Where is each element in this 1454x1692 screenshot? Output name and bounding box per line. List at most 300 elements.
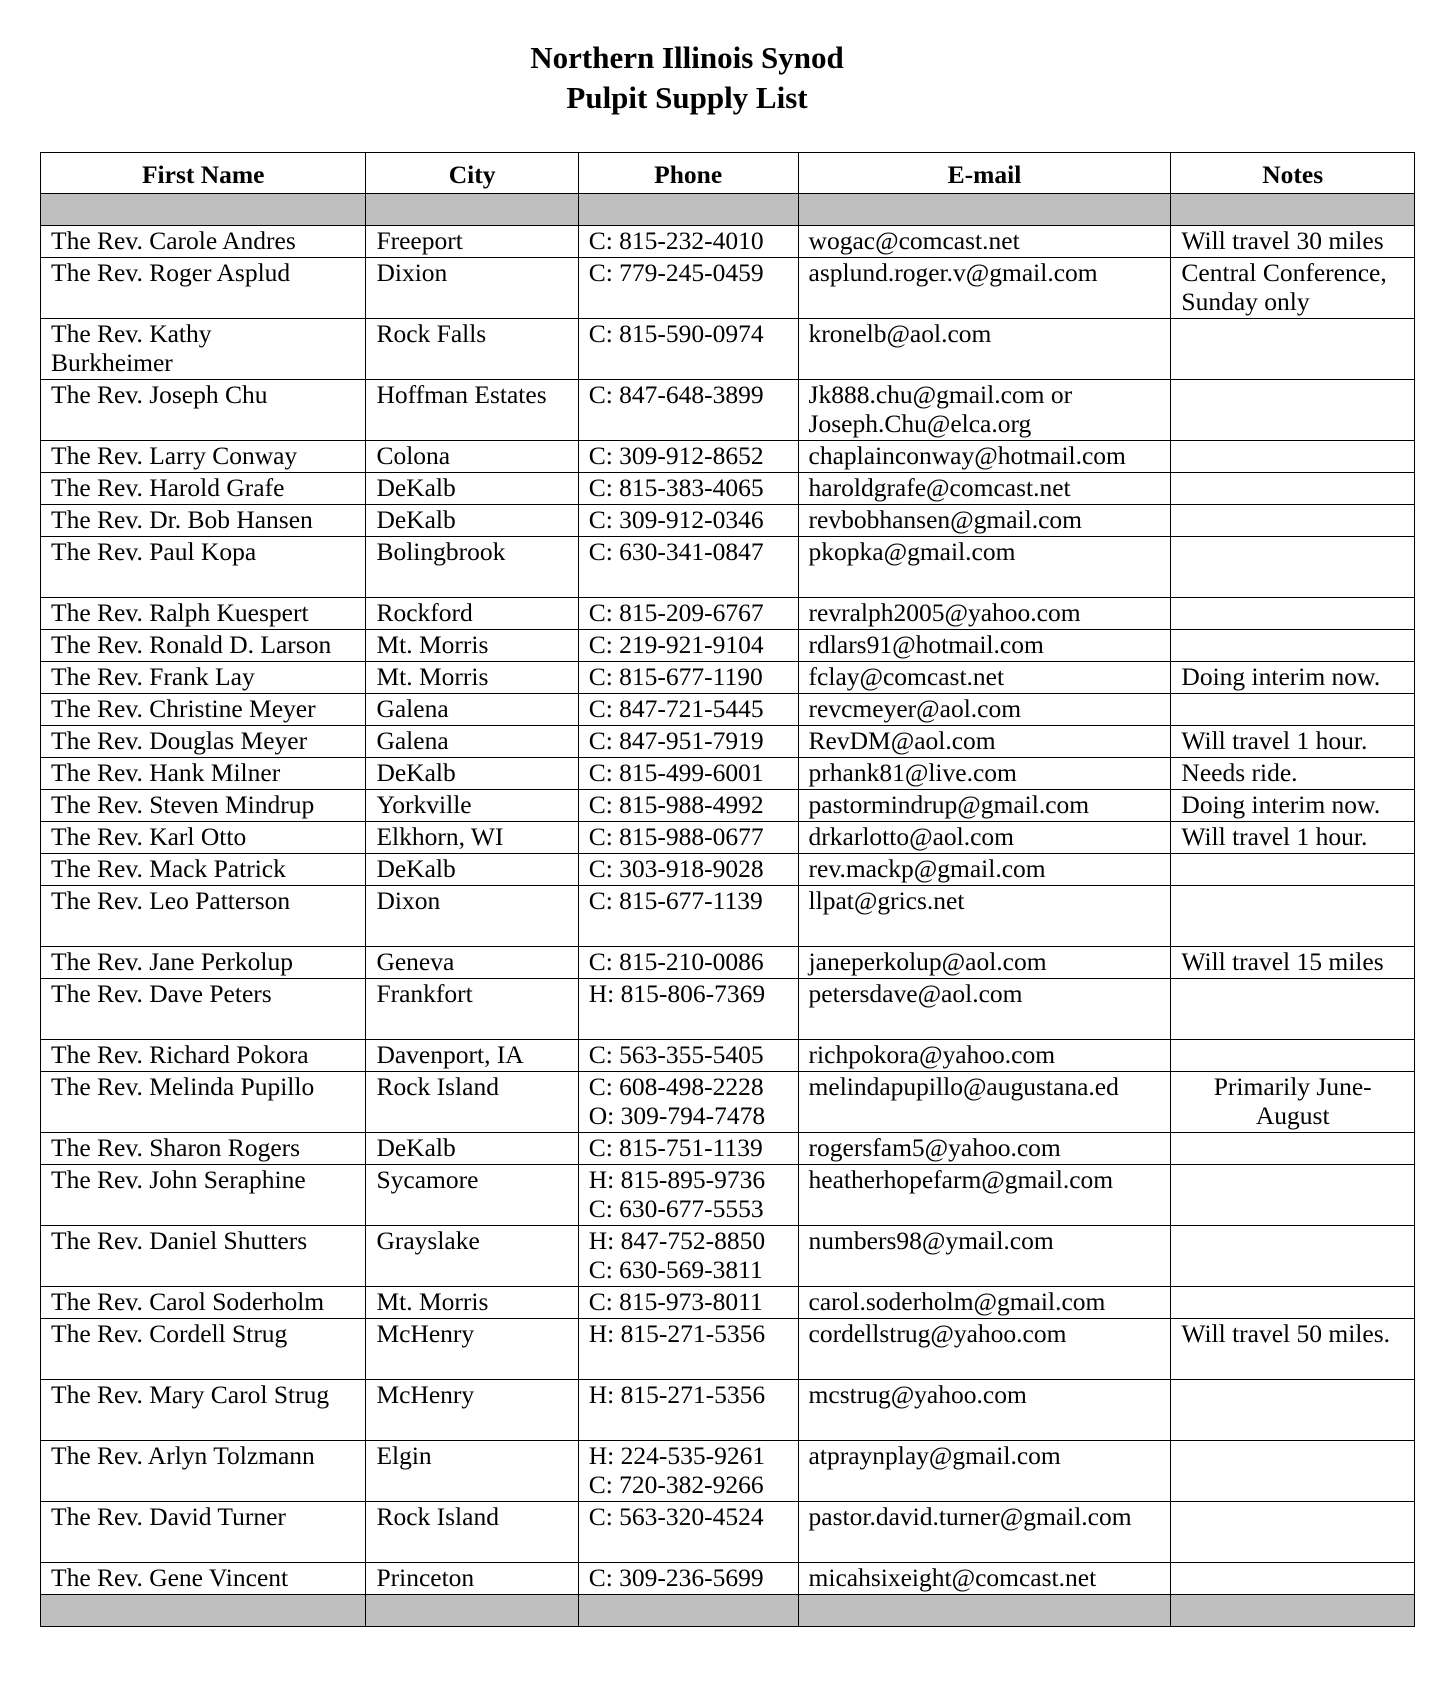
cell-notes [1171,1287,1415,1319]
table-row [41,1319,1415,1380]
cell-email [798,822,1171,854]
table-row [41,979,1415,1040]
cell-name [41,1226,366,1287]
phone-line: H: 815-895-9736 [588,1165,766,1194]
phone-line: C: 608-498-2228 [588,1072,764,1101]
name-line: The Rev. Cordell Strug [51,1319,288,1348]
cell-notes [1171,947,1415,979]
cell-email [798,886,1171,947]
name-line: The Rev. Richard Pokora [51,1040,309,1069]
header-notes: Notes [1171,153,1415,194]
email-line: pkopka@gmail.com [808,537,1016,566]
cell-city: Mt. Morris [366,630,578,662]
cell-notes [1171,662,1415,694]
notes-line: Will travel 30 miles [1181,226,1384,255]
table-row [41,1380,1415,1441]
cell-city: Dixion [366,258,578,319]
name-line: The Rev. Douglas Meyer [51,726,308,755]
email-line: llpat@grics.net [808,886,965,915]
cell-city: Frankfort [366,979,578,1040]
table-row [41,947,1415,979]
name-line: The Rev. Dr. Bob Hansen [51,505,313,534]
cell-name [41,473,366,505]
table-row [41,380,1415,441]
cell-email [798,854,1171,886]
cell-notes [1171,790,1415,822]
table-row [41,662,1415,694]
cell-email [798,1563,1171,1595]
cell-name [41,662,366,694]
header-first-name: First Name [41,153,366,194]
cell-email [798,598,1171,630]
cell-name [41,822,366,854]
phone-line: C: 219-921-9104 [588,630,764,659]
name-line: Burkheimer [51,348,173,377]
name-line: The Rev. Gene Vincent [51,1563,289,1592]
phone-line: C: 815-973-8011 [588,1287,763,1316]
cell-notes [1171,1380,1415,1441]
email-line: cordellstrug@yahoo.com [808,1319,1067,1348]
cell-city: Colona [366,441,578,473]
cell-email [798,694,1171,726]
cell-notes [1171,380,1415,441]
name-line: The Rev. Christine Meyer [51,694,316,723]
table-row [41,441,1415,473]
email-line: micahsixeight@comcast.net [808,1563,1097,1592]
notes-line: Will travel 15 miles [1181,947,1384,976]
name-line: The Rev. Mary Carol Strug [51,1380,330,1409]
email-line: fclay@comcast.net [808,662,1005,691]
phone-line: H: 815-271-5356 [588,1319,766,1348]
table-row [41,1072,1415,1133]
phone-line: C: 303-918-9028 [588,854,764,883]
notes-line: August [1255,1101,1330,1130]
cell-email [798,258,1171,319]
email-line: richpokora@yahoo.com [808,1040,1056,1069]
cell-city: Hoffman Estates [366,380,578,441]
name-line: The Rev. Ralph Kuespert [51,598,309,627]
phone-line: C: 815-383-4065 [588,473,764,502]
cell-phone [578,947,798,979]
cell-city: Galena [366,726,578,758]
notes-line: Will travel 1 hour. [1181,822,1368,851]
cell-email [798,979,1171,1040]
cell-phone [578,1441,798,1502]
email-line: revcmeyer@aol.com [808,694,1022,723]
name-line: The Rev. Larry Conway [51,441,298,470]
cell-notes [1171,630,1415,662]
phone-line: C: 847-721-5445 [588,694,764,723]
document-title: Northern Illinois Synod [530,40,844,75]
cell-name [41,790,366,822]
name-line: The Rev. Joseph Chu [51,380,268,409]
document-subtitle: Pulpit Supply List [566,80,808,115]
cell-notes [1171,1319,1415,1380]
cell-phone [578,1319,798,1380]
email-line: wogac@comcast.net [808,226,1020,255]
cell-notes [1171,226,1415,258]
cell-phone [578,1133,798,1165]
cell-email [798,319,1171,380]
cell-phone [578,1563,798,1595]
cell-name [41,947,366,979]
phone-line: C: 720-382-9266 [588,1470,764,1499]
cell-notes [1171,822,1415,854]
shaded-separator-row [41,1595,1415,1627]
phone-line: C: 815-590-0974 [588,319,764,348]
cell-city: Rock Island [366,1502,578,1563]
phone-line: C: 309-912-8652 [588,441,764,470]
cell-city: Mt. Morris [366,1287,578,1319]
cell-email [798,226,1171,258]
cell-email [798,380,1171,441]
cell-name [41,598,366,630]
cell-city: DeKalb [366,505,578,537]
cell-phone [578,662,798,694]
cell-city: McHenry [366,1380,578,1441]
table-row [41,630,1415,662]
cell-phone [578,1287,798,1319]
phone-line: C: 815-209-6767 [588,598,764,627]
cell-notes [1171,979,1415,1040]
cell-phone [578,1226,798,1287]
cell-phone [578,258,798,319]
email-line: atpraynplay@gmail.com [808,1441,1061,1470]
table-row [41,694,1415,726]
shaded-cell [1171,194,1415,226]
cell-email [798,947,1171,979]
cell-city: Davenport, IA [366,1040,578,1072]
cell-phone [578,1502,798,1563]
cell-email [798,1380,1171,1441]
cell-notes [1171,319,1415,380]
table-row [41,1226,1415,1287]
cell-city: DeKalb [366,1133,578,1165]
name-line: The Rev. Karl Otto [51,822,247,851]
cell-name [41,694,366,726]
phone-line: C: 847-648-3899 [588,380,764,409]
email-line: prhank81@live.com [808,758,1017,787]
phone-line: C: 815-499-6001 [588,758,764,787]
table-row [41,886,1415,947]
name-line: The Rev. Hank Milner [51,758,281,787]
cell-phone [578,226,798,258]
cell-phone [578,505,798,537]
cell-phone [578,726,798,758]
email-line: petersdave@aol.com [808,979,1023,1008]
email-line: rev.mackp@gmail.com [808,854,1046,883]
name-line: The Rev. John Seraphine [51,1165,306,1194]
cell-name [41,886,366,947]
cell-name [41,226,366,258]
notes-line: Primarily June- [1213,1072,1372,1101]
table-row [41,537,1415,598]
notes-line: Doing interim now. [1181,790,1381,819]
cell-name [41,441,366,473]
cell-phone [578,441,798,473]
table-row [41,258,1415,319]
header-city: City [366,153,578,194]
phone-line: C: 815-232-4010 [588,226,764,255]
cell-notes [1171,1072,1415,1133]
name-line: The Rev. David Turner [51,1502,286,1531]
cell-email [798,1040,1171,1072]
name-line: The Rev. Carole Andres [51,226,296,255]
name-line: The Rev. Paul Kopa [51,537,257,566]
phone-line: H: 224-535-9261 [588,1441,766,1470]
header-email: E-mail [798,153,1171,194]
email-line: revralph2005@yahoo.com [808,598,1081,627]
shaded-cell [366,194,578,226]
cell-phone [578,886,798,947]
shaded-cell [578,194,798,226]
cell-city: DeKalb [366,854,578,886]
cell-email [798,1072,1171,1133]
cell-phone [578,694,798,726]
cell-city: Rock Island [366,1072,578,1133]
shaded-cell [41,1595,366,1627]
notes-line: Will travel 50 miles. [1181,1319,1391,1348]
pulpit-supply-table [40,152,1415,1627]
email-line: chaplainconway@hotmail.com [808,441,1126,470]
shaded-cell [798,194,1171,226]
table-row [41,1563,1415,1595]
cell-phone [578,790,798,822]
cell-city: Elkhorn, WI [366,822,578,854]
email-line: RevDM@aol.com [808,726,996,755]
cell-email [798,726,1171,758]
phone-line: C: 815-210-0086 [588,947,764,976]
cell-notes [1171,694,1415,726]
cell-notes [1171,726,1415,758]
email-line: janeperkolup@aol.com [808,947,1047,976]
cell-phone [578,319,798,380]
email-line: carol.soderholm@gmail.com [808,1287,1106,1316]
table-row [41,598,1415,630]
cell-name [41,380,366,441]
email-line: rdlars91@hotmail.com [808,630,1044,659]
table-header-row [41,153,1415,194]
table-row [41,319,1415,380]
table-row [41,1287,1415,1319]
email-line: haroldgrafe@comcast.net [808,473,1071,502]
cell-phone [578,380,798,441]
phone-line: C: 630-341-0847 [588,537,764,566]
shaded-cell [41,194,366,226]
cell-city: Geneva [366,947,578,979]
email-line: Jk888.chu@gmail.com or [808,380,1073,409]
name-line: The Rev. Leo Patterson [51,886,291,915]
cell-name [41,1165,366,1226]
cell-name [41,726,366,758]
cell-city: Bolingbrook [366,537,578,598]
cell-phone [578,854,798,886]
cell-notes [1171,1040,1415,1072]
notes-line: Sunday only [1181,287,1310,316]
table-row [41,226,1415,258]
email-line: asplund.roger.v@gmail.com [808,258,1098,287]
name-line: The Rev. Frank Lay [51,662,255,691]
table-row [41,1502,1415,1563]
table-row [41,854,1415,886]
name-line: The Rev. Daniel Shutters [51,1226,308,1255]
email-line: kronelb@aol.com [808,319,992,348]
table-row [41,1165,1415,1226]
phone-line: C: 815-677-1139 [588,886,763,915]
cell-email [798,1287,1171,1319]
email-line: pastor.david.turner@gmail.com [808,1502,1132,1531]
notes-line: Will travel 1 hour. [1181,726,1368,755]
cell-notes [1171,598,1415,630]
cell-phone [578,1380,798,1441]
cell-notes [1171,1563,1415,1595]
phone-line: C: 815-677-1190 [588,662,763,691]
cell-notes [1171,886,1415,947]
email-line: revbobhansen@gmail.com [808,505,1082,534]
cell-city: McHenry [366,1319,578,1380]
cell-city: Yorkville [366,790,578,822]
cell-phone [578,1072,798,1133]
cell-notes [1171,1441,1415,1502]
shaded-cell [798,1595,1171,1627]
cell-email [798,473,1171,505]
name-line: The Rev. Jane Perkolup [51,947,293,976]
cell-name [41,1040,366,1072]
name-line: The Rev. Harold Grafe [51,473,285,502]
cell-email [798,1133,1171,1165]
shaded-cell [578,1595,798,1627]
table-row [41,473,1415,505]
cell-name [41,1563,366,1595]
name-line: The Rev. Sharon Rogers [51,1133,301,1162]
cell-phone [578,758,798,790]
cell-email [798,505,1171,537]
notes-line: Central Conference, [1181,258,1387,287]
cell-city: Galena [366,694,578,726]
name-line: The Rev. Mack Patrick [51,854,286,883]
cell-email [798,790,1171,822]
cell-phone [578,473,798,505]
cell-name [41,630,366,662]
cell-name [41,319,366,380]
cell-name [41,979,366,1040]
email-line: pastormindrup@gmail.com [808,790,1090,819]
cell-notes [1171,1502,1415,1563]
cell-email [798,662,1171,694]
shaded-cell [1171,1595,1415,1627]
cell-phone [578,1040,798,1072]
table-row [41,1040,1415,1072]
cell-phone [578,979,798,1040]
cell-name [41,1502,366,1563]
cell-name [41,1133,366,1165]
name-line: The Rev. Arlyn Tolzmann [51,1441,315,1470]
email-line: Joseph.Chu@elca.org [808,409,1032,438]
cell-city: Freeport [366,226,578,258]
cell-name [41,505,366,537]
name-line: The Rev. Kathy [51,319,212,348]
phone-line: C: 630-569-3811 [588,1255,763,1284]
cell-notes [1171,505,1415,537]
table-row [41,726,1415,758]
email-line: mcstrug@yahoo.com [808,1380,1027,1409]
cell-notes [1171,1165,1415,1226]
cell-name [41,1072,366,1133]
cell-name [41,258,366,319]
shaded-cell [366,1595,578,1627]
notes-line: Doing interim now. [1181,662,1381,691]
name-line: The Rev. Roger Asplud [51,258,291,287]
email-line: heatherhopefarm@gmail.com [808,1165,1114,1194]
shaded-separator-row [41,194,1415,226]
cell-name [41,1441,366,1502]
cell-email [798,1165,1171,1226]
cell-email [798,441,1171,473]
cell-name [41,758,366,790]
table-row [41,1133,1415,1165]
cell-city: DeKalb [366,473,578,505]
cell-name [41,1319,366,1380]
phone-line: C: 563-355-5405 [588,1040,764,1069]
cell-name [41,537,366,598]
name-line: The Rev. Ronald D. Larson [51,630,332,659]
cell-name [41,1287,366,1319]
cell-phone [578,598,798,630]
cell-notes [1171,258,1415,319]
phone-line: O: 309-794-7478 [588,1101,766,1130]
table-row [41,790,1415,822]
cell-city: Princeton [366,1563,578,1595]
phone-line: H: 815-806-7369 [588,979,766,1008]
phone-line: C: 815-988-0677 [588,822,764,851]
table-row [41,505,1415,537]
cell-notes [1171,1133,1415,1165]
cell-email [798,630,1171,662]
cell-city: Dixon [366,886,578,947]
phone-line: C: 815-988-4992 [588,790,764,819]
cell-city: Sycamore [366,1165,578,1226]
phone-line: C: 779-245-0459 [588,258,764,287]
cell-email [798,758,1171,790]
cell-city: DeKalb [366,758,578,790]
cell-city: Rockford [366,598,578,630]
email-line: rogersfam5@yahoo.com [808,1133,1061,1162]
cell-email [798,1319,1171,1380]
phone-line: C: 630-677-5553 [588,1194,764,1223]
cell-city: Mt. Morris [366,662,578,694]
cell-city: Grayslake [366,1226,578,1287]
cell-email [798,1441,1171,1502]
table-row [41,822,1415,854]
phone-line: C: 309-236-5699 [588,1563,764,1592]
cell-name [41,854,366,886]
cell-email [798,537,1171,598]
cell-notes [1171,854,1415,886]
phone-line: C: 309-912-0346 [588,505,764,534]
email-line: numbers98@ymail.com [808,1226,1054,1255]
phone-line: H: 815-271-5356 [588,1380,766,1409]
table-row [41,1441,1415,1502]
cell-notes [1171,473,1415,505]
phone-line: H: 847-752-8850 [588,1226,766,1255]
phone-line: C: 815-751-1139 [588,1133,763,1162]
cell-email [798,1226,1171,1287]
name-line: The Rev. Melinda Pupillo [51,1072,315,1101]
cell-notes [1171,537,1415,598]
name-line: The Rev. Steven Mindrup [51,790,315,819]
phone-line: C: 847-951-7919 [588,726,764,755]
cell-phone [578,1165,798,1226]
